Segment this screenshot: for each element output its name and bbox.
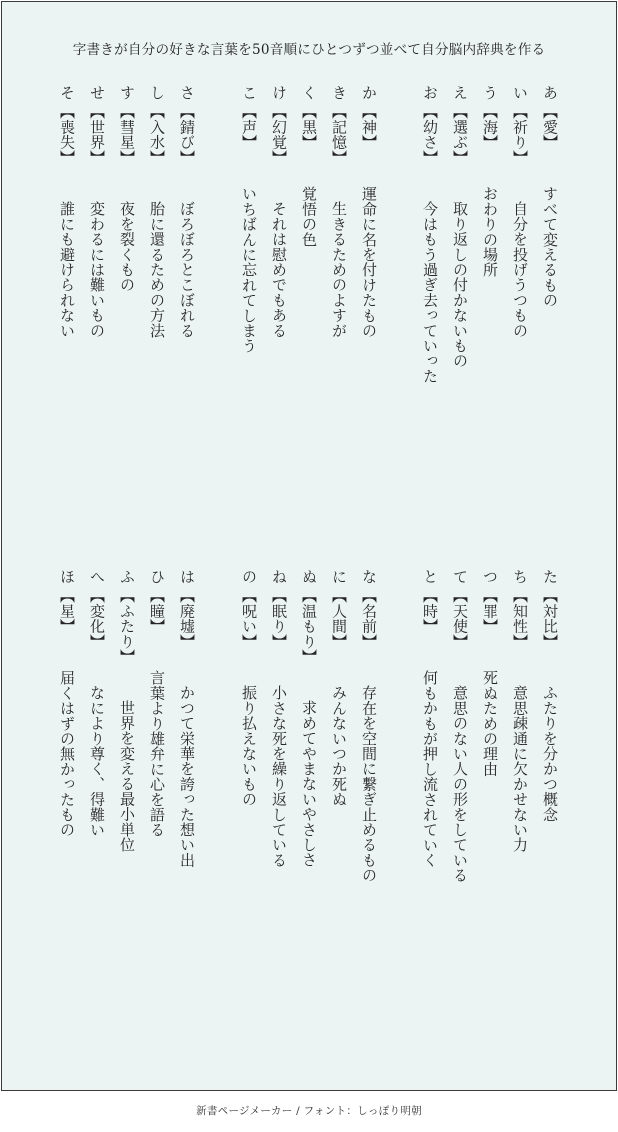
- entry-key: へ: [88, 569, 106, 585]
- entry-chi: [509, 569, 531, 852]
- entry-word: 【選ぶ】: [451, 104, 469, 166]
- entry-he: [86, 569, 108, 837]
- entry-ku: [298, 85, 320, 247]
- entry-word: 【知性】: [511, 588, 529, 650]
- entry-word: 【祈り】: [511, 104, 529, 166]
- entry-key: ふ: [118, 569, 136, 585]
- entry-word: 【彗星】: [118, 104, 136, 166]
- entry-fu: [116, 569, 138, 852]
- entry-e: [449, 85, 471, 368]
- entry-u: [479, 85, 501, 277]
- entry-word: 【ふたり】: [118, 588, 136, 665]
- entry-phrase: 求めてやまないやさしさ: [300, 700, 318, 868]
- entry-phrase: 意思のない人の形をしている: [451, 685, 469, 883]
- entry-key: け: [270, 85, 288, 101]
- entry-key: は: [178, 569, 196, 585]
- entry-word: 【入水】: [148, 104, 166, 166]
- entry-phrase: 運命に名を付けたもの: [360, 185, 378, 338]
- entry-key: あ: [541, 85, 559, 101]
- entry-ni: [328, 569, 350, 807]
- entry-ka: [358, 85, 380, 338]
- entry-ho: [56, 569, 78, 837]
- entry-key: と: [421, 569, 439, 585]
- entry-ta: [539, 569, 561, 822]
- entry-key: の: [240, 569, 258, 585]
- entry-hi: [146, 569, 168, 837]
- entry-key: せ: [88, 85, 106, 101]
- entry-shi: [146, 85, 168, 338]
- entry-word: 【人間】: [330, 588, 348, 650]
- entry-word: 【眠り】: [270, 588, 288, 650]
- entry-to: [419, 569, 441, 867]
- entry-phrase: ぼろぼろとこぼれる: [178, 201, 196, 338]
- entry-word: 【黒】: [300, 104, 318, 150]
- entry-word: 【星】: [58, 588, 76, 634]
- page-sheet: [1, 1, 617, 1091]
- entry-key: す: [118, 85, 136, 101]
- entry-phrase: ふたりを分かつ概念: [541, 685, 559, 822]
- entry-phrase: 覚悟の色: [300, 185, 318, 247]
- entry-phrase: いちばんに忘れてしまう: [240, 185, 258, 354]
- entry-word: 【罪】: [481, 588, 499, 634]
- entry-key: く: [300, 85, 318, 101]
- entry-phrase: おわりの場所: [481, 185, 499, 278]
- entry-word: 【喪失】: [58, 104, 76, 166]
- entry-key: ほ: [58, 569, 76, 585]
- entry-phrase: 生きるためのよすが: [330, 201, 348, 338]
- entry-key: ね: [270, 569, 288, 585]
- entry-sa: [176, 85, 198, 338]
- entry-ko: [238, 85, 260, 353]
- entry-word: 【錆び】: [178, 104, 196, 166]
- entry-phrase: なにより尊く、得難い: [88, 685, 106, 838]
- entry-word: 【世界】: [88, 104, 106, 166]
- entry-key: え: [451, 85, 469, 101]
- entry-word: 【名前】: [360, 588, 378, 650]
- entry-phrase: 何もかもが押し流されていく: [421, 669, 439, 868]
- entry-ki: [328, 85, 350, 338]
- entry-phrase: 誰にも避けられない: [58, 201, 76, 338]
- entry-word: 【海】: [481, 104, 499, 150]
- entry-te: [449, 569, 471, 883]
- entry-key: さ: [178, 85, 196, 101]
- entry-phrase: 変わるには難いもの: [88, 201, 106, 338]
- entry-o: [419, 85, 441, 383]
- entry-phrase: 取り返しの付かないもの: [451, 201, 469, 369]
- entry-phrase: 振り払えないもの: [240, 685, 258, 807]
- footer-credit: 新書ページメーカー / フォント：しっぽり明朝: [196, 1105, 422, 1117]
- entry-key: い: [511, 85, 529, 101]
- entry-key: う: [481, 85, 499, 101]
- entry-phrase: 言葉より雄弁に心を語る: [148, 669, 166, 838]
- entry-word: 【廃墟】: [178, 588, 196, 650]
- entry-ha: [176, 569, 198, 867]
- entry-phrase: 死ぬための理由: [481, 669, 499, 777]
- entry-word: 【記憶】: [330, 104, 348, 166]
- entry-key: ち: [511, 569, 529, 585]
- entry-word: 【対比】: [541, 588, 559, 650]
- entry-word: 【声】: [240, 104, 258, 150]
- entry-word: 【愛】: [541, 104, 559, 150]
- entry-ke: [268, 85, 290, 338]
- entry-word: 【呪い】: [240, 588, 258, 650]
- entry-key: し: [148, 85, 166, 101]
- entry-key: こ: [240, 85, 258, 101]
- entry-phrase: かつて栄華を誇った想い出: [178, 685, 196, 868]
- entry-a: [539, 85, 561, 307]
- entry-su: [116, 85, 138, 292]
- entry-word: 【幻覚】: [270, 104, 288, 166]
- entry-phrase: 存在を空間に繋ぎ止めるもの: [360, 685, 378, 883]
- entry-key: か: [360, 85, 378, 101]
- entry-phrase: 今はもう過ぎ去っていった: [421, 201, 439, 384]
- entry-phrase: 夜を裂くもの: [118, 201, 136, 293]
- entry-word: 【温もり】: [300, 588, 318, 665]
- entry-phrase: 自分を投げうつもの: [511, 201, 529, 338]
- entry-word: 【瞳】: [148, 588, 166, 634]
- entry-no: [238, 569, 260, 807]
- entry-ne: [268, 569, 290, 867]
- entry-phrase: それは慰めでもある: [270, 201, 288, 338]
- entry-i: [509, 85, 531, 338]
- entry-word: 【変化】: [88, 588, 106, 650]
- entry-word: 【時】: [421, 588, 439, 634]
- entry-key: ひ: [148, 569, 166, 585]
- entry-tsu: [479, 569, 501, 776]
- entry-nu: [298, 569, 320, 867]
- entry-word: 【天使】: [451, 588, 469, 650]
- entry-so: [56, 85, 78, 338]
- entry-phrase: 小さな死を繰り返している: [270, 685, 288, 868]
- entry-key: に: [330, 569, 348, 585]
- entry-key: そ: [58, 85, 76, 101]
- entry-key: つ: [481, 569, 499, 585]
- entry-key: き: [330, 85, 348, 101]
- entry-se: [86, 85, 108, 338]
- entry-key: て: [451, 569, 469, 585]
- entry-phrase: 世界を変える最小単位: [118, 700, 136, 853]
- entry-word: 【幼さ】: [421, 104, 439, 166]
- entry-phrase: すべて変えるもの: [541, 185, 559, 308]
- entry-word: 【神】: [360, 104, 378, 150]
- entry-key: お: [421, 85, 439, 101]
- entry-na: [358, 569, 380, 883]
- page-title: 字書きが自分の好きな言葉を50音順にひとつずつ並べて自分脳内辞典を作る: [72, 42, 546, 58]
- entry-key: た: [541, 569, 559, 585]
- entry-key: な: [360, 569, 378, 585]
- entry-phrase: 意思疎通に欠かせない力: [511, 685, 529, 853]
- entry-key: ぬ: [300, 569, 318, 585]
- entry-phrase: 届くはずの無かったもの: [58, 669, 76, 838]
- entry-phrase: みんないつか死ぬ: [330, 685, 348, 807]
- entry-phrase: 胎に還るための方法: [148, 201, 166, 338]
